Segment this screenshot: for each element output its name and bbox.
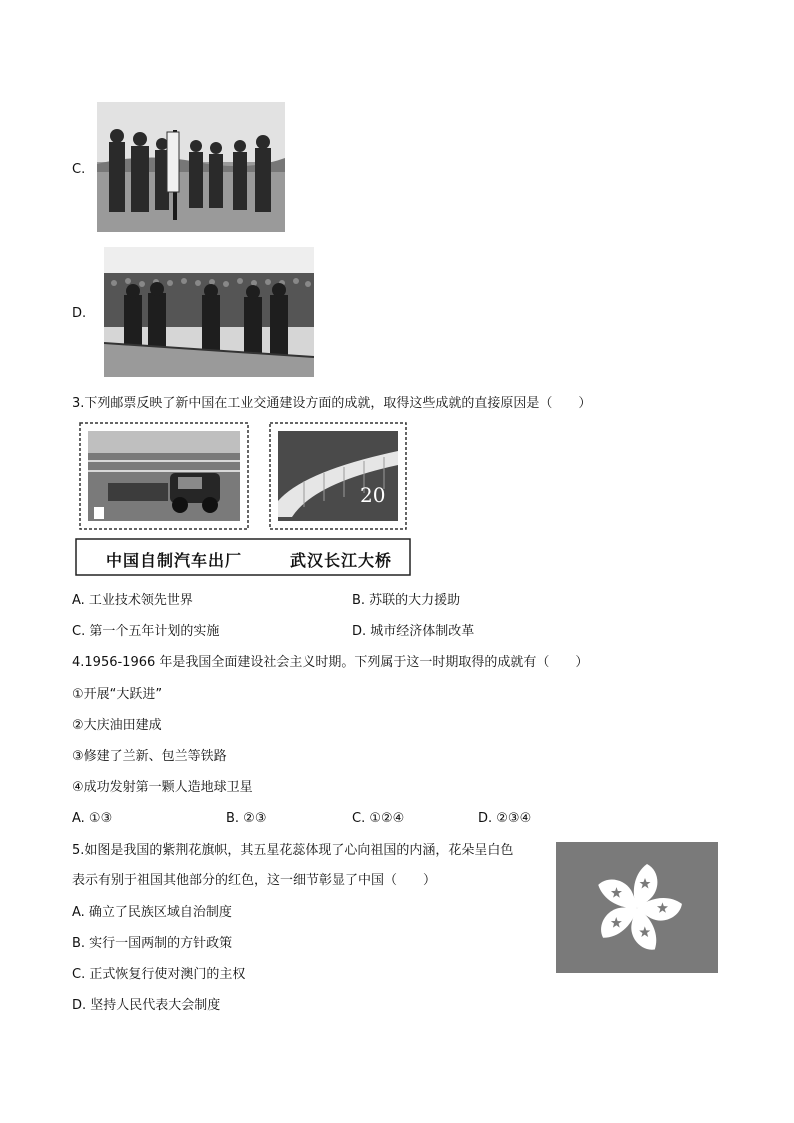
q3-stem: 3.下列邮票反映了新中国在工业交通建设方面的成就，取得这些成就的直接原因是（ ）	[72, 396, 592, 411]
q3-option-a[interactable]: A. 工业技术领先世界	[72, 593, 193, 608]
q5-option-a[interactable]: A. 确立了民族区域自治制度	[72, 905, 232, 920]
q4-option-d[interactable]: D. ②③④	[478, 811, 532, 826]
bauhinia-flag	[556, 842, 718, 973]
q5-stem-line1: 5.如图是我国的紫荆花旗帜，其五星花蕊体现了心向祖国的内涵，花朵呈白色	[72, 843, 514, 858]
q4-item-1: ①开展“大跃进”	[72, 687, 163, 702]
q4-option-c[interactable]: C. ①②④	[352, 811, 405, 826]
q2-option-d-label: D.	[72, 306, 87, 321]
q4-item-2: ②大庆油田建成	[72, 718, 162, 733]
q4-item-3: ③修建了兰新、包兰等铁路	[72, 749, 227, 764]
q4-stem: 4.1956-1966 年是我国全面建设社会主义时期。下列属于这一时期取得的成就有（ ）	[72, 655, 589, 670]
q2-option-c-label: C.	[72, 162, 86, 177]
stamp-right-caption: 武汉长江大桥	[290, 551, 393, 570]
q4-option-b[interactable]: B. ②③	[226, 811, 267, 826]
q2-option-d-photo	[104, 247, 314, 377]
q5-stem-line2: 表示有别于祖国其他部分的红色，这一细节彰显了中国（ ）	[72, 873, 437, 888]
q3-option-b[interactable]: B. 苏联的大力援助	[352, 593, 461, 608]
q3-option-c[interactable]: C. 第一个五年计划的实施	[72, 624, 220, 639]
stamp-left-caption: 中国自制汽车出厂	[106, 551, 243, 570]
q4-option-a[interactable]: A. ①③	[72, 811, 113, 826]
q3-stamps-figure	[74, 421, 412, 579]
q5-option-c[interactable]: C. 正式恢复行使对澳门的主权	[72, 967, 246, 982]
q2-option-c-photo	[97, 102, 285, 232]
q3-option-d[interactable]: D. 城市经济体制改革	[352, 624, 475, 639]
q5-option-d[interactable]: D. 坚持人民代表大会制度	[72, 998, 221, 1013]
q4-item-4: ④成功发射第一颗人造地球卫星	[72, 780, 253, 795]
q5-option-b[interactable]: B. 实行一国两制的方针政策	[72, 936, 233, 951]
stamp-right-value: 20	[360, 483, 386, 507]
